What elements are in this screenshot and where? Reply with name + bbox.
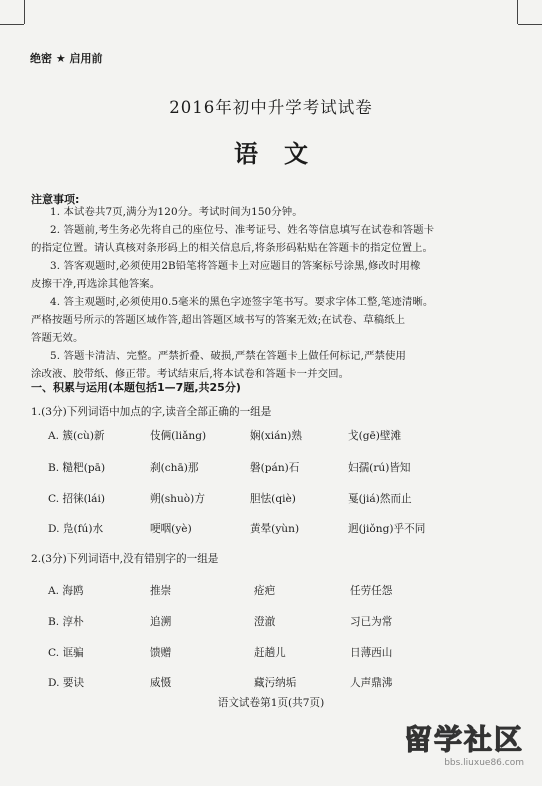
notice-line: 皮擦干净,再选涂其他答案。 <box>31 278 161 290</box>
subject-char-1: 语 <box>234 139 284 168</box>
watermark-logo <box>404 718 524 768</box>
notice-line: 涂改液、胶带纸、修正带。考试结束后,将本试卷和答题卡一并交回。 <box>31 368 350 380</box>
subject-title <box>0 134 542 169</box>
q1-word: 朔(shuò)方 <box>150 493 205 505</box>
notice-line: 2. 答题前,考生务必先将自己的座位号、准考证号、姓名等信息填写在试卷和答题卡 <box>50 224 435 236</box>
page-footer: 语文试卷第1页(共7页) <box>217 697 325 709</box>
q2-word: 人声鼎沸 <box>350 677 393 689</box>
q2-option-d: D. 要诀 <box>48 677 85 689</box>
question-1-stem: 1.(3分)下列词语中加点的字,读音全部正确的一组是 <box>31 406 272 418</box>
q1-option-d: D. 凫(fú)水 <box>48 523 104 535</box>
notice-line: 的指定位置。请认真核对条形码上的相关信息后,将条形码粘贴在答题卡的指定位置上。 <box>31 242 434 254</box>
q2-word: 推崇 <box>150 585 172 597</box>
q2-word: 藏污纳垢 <box>254 677 297 689</box>
exam-title: 2016年初中升学考试试卷 <box>169 98 373 117</box>
q1-option-b: B. 糙粑(pā) <box>48 462 106 474</box>
notice-line: 1. 本试卷共7页,满分为120分。考试时间为150分钟。 <box>50 206 303 218</box>
q2-word: 任劳任怨 <box>350 585 393 597</box>
notice-line: 答题无效。 <box>31 332 84 344</box>
q2-word: 追溯 <box>150 616 172 628</box>
q2-option-a: A. 海鸥 <box>48 585 84 597</box>
watermark-text: 留学社区 <box>403 723 524 756</box>
q1-word: 哽咽(yè) <box>150 523 192 535</box>
q1-word: 伎俩(liǎng) <box>150 430 207 442</box>
section-heading: 一、积累与运用(本题包括1—7题,共25分) <box>31 381 241 394</box>
q1-word: 戛(jiá)然而止 <box>348 493 412 505</box>
q2-word: 馈赠 <box>150 647 172 659</box>
q2-word: 日薄西山 <box>350 647 393 659</box>
q1-word: 迥(jiǒng)乎不同 <box>348 523 426 535</box>
subject-char-2: 文 <box>284 139 308 168</box>
crop-mark-top-left-h <box>0 24 24 25</box>
notice-line: 严格按题号所示的答题区域作答,超出答题区域书写的答案无效;在试卷、草稿纸上 <box>31 314 406 326</box>
notice-line: 5. 答题卡清洁、完整。严禁折叠、破损,严禁在答题卡上做任何标记,严禁使用 <box>50 350 407 362</box>
q2-word: 赶趟儿 <box>254 647 286 659</box>
q1-option-a: A. 簇(cù)新 <box>48 430 105 442</box>
q1-word: 磐(pán)石 <box>250 462 300 474</box>
q1-word: 娴(xián)熟 <box>250 430 302 442</box>
q1-word: 戈(gē)壁滩 <box>348 430 402 442</box>
q1-word: 妇孺(rú)皆知 <box>348 462 411 474</box>
crop-mark-top-right-h <box>518 24 542 25</box>
q2-word: 疮疤 <box>254 585 276 597</box>
crop-mark-top-right-v <box>517 0 518 24</box>
q2-word: 澄澈 <box>254 616 276 628</box>
q2-option-c: C. 诓骗 <box>48 647 84 659</box>
q2-word: 习已为常 <box>350 616 393 628</box>
q1-word: 刹(chā)那 <box>150 462 199 474</box>
question-2-stem: 2.(3分)下列词语中,没有错别字的一组是 <box>31 553 219 565</box>
q1-option-c: C. 招徕(lái) <box>48 493 106 505</box>
notice-line: 3. 答客观题时,必须使用2B铅笔将答题卡上对应题目的答案标号涂黑,修改时用橡 <box>50 260 421 272</box>
q2-word: 威慑 <box>150 677 172 689</box>
q2-option-b: B. 淳朴 <box>48 616 84 628</box>
crop-mark-top-left-v <box>24 0 25 24</box>
confidential-label: 绝密 ★ 启用前 <box>30 52 103 65</box>
notice-heading: 注意事项: <box>31 193 80 206</box>
q1-word: 胆怯(qiè) <box>250 493 296 505</box>
watermark-url: bbs.liuxue86.com <box>444 758 524 768</box>
notice-line: 4. 答主观题时,必须使用0.5毫米的黑色字迹签字笔书写。要求字体工整,笔迹清晰。 <box>50 296 434 308</box>
q1-word: 黄晕(yùn) <box>250 523 300 535</box>
